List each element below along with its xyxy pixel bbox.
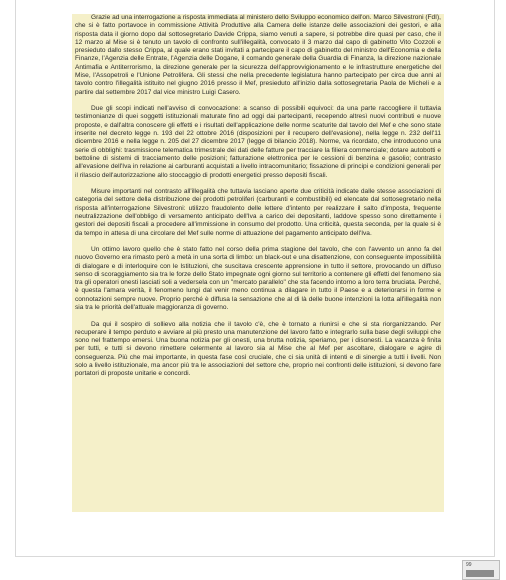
paragraph-5: Da qui il sospiro di sollievo alla notizia che il tavolo c'è, che è tornato a riunirsi e che si sta riorganizzando. Per recuperare il tempo perduto e avviare al più presto una manutenzione del lavoro fatto e integrarlo sulla base degli sviluppi che sono nel frattempo emersi. Una buona notizia per gli onesti, una brutta notizia, speriamo, per i disonesti. La vacanza è finita per tutti, e tutti si devono rimettere celermente al lavoro sia al Mise che al Mef per ascoltare, dialogare e agire di conseguenza. Più che mai importante, in questa fase così cruciale, che ci sia unità di intenti e di sinergie a tutti i livelli. Non solo a livello istituzionale, ma ancor più tra le associazioni del settore che, proprio nei confronti delle istituzioni, si devono fare portatori di proposte unitarie e concordi.: [75, 320, 441, 378]
paragraph-2: Due gli scopi indicati nell'avviso di convocazione: a scanso di possibili equivoci: da una parte raccogliere il tuttavia testimonianze di quei soggetti istituzionali maturate fino ad oggi dai partecipanti, recependo altresì nuovi contributi e nuove proposte, e dall'altra conoscere gli effetti e i risultati dell'applicazione delle norme scaturite dal tavolo del Mef e che sono state inserite nel decreto legge n. 193 del 22 ottobre 2016 (disposizioni per il recupero dell'evasione), nella legge n. 232 dell'11 dicembre 2016 e nella legge n. 205 del 27 dicembre 2017 (legge di bilancio 2018). Norme, va ricordato, che introducono una serie di obblighi: trasmissione telematica trimestrale dei dati delle fatture per tracciare la filiera commerciale; dotare autobotti e bettoline di sistemi di tracciamento delle posizioni; fatturazione elettronica per le cessioni di benzina e gasolio; contrasto all'evasione dell'Iva in relazione ai carburanti acquistati a livello intracomunitario; fissazione di principi e condizioni generali per il rilascio dell'autorizzazione allo stoccaggio di prodotti energetici presso depositi fiscali.: [75, 105, 441, 179]
page-thumbnail-label: 99: [466, 562, 472, 568]
paragraph-4: Un ottimo lavoro quello che è stato fatto nel corso della prima stagione del tavolo, che con l'avvento un anno fa del nuovo Governo era rimasto però a metà in una sorta di limbo: un black-out e una disattenzione, con conseguente impossibilità di dialogare e di interloquire con le Istituzioni, che suscitava crescente apprensione in tutto il settore, provocando un diffuso senso di scoraggiamento sia tra le forze dello Stato impegnate ogni giorno sul territorio a contenere gli effetti del fenomeno sia tra gli operatori onesti lasciati soli a vedersela con un "mercato parallelo" che sta facendo intorno a loro terra bruciata. Perché, è questa l'amara verità, il fenomeno lungi dal venir meno continua a dilagare in tutto il Paese e a deteriorarsi in forme e connotazioni sempre nuove. Proprio perché è diffusa la sensazione che al di là delle buone intenzioni la lotta all'illegalità non sia tra le priorità dell'attuale maggioranza di governo.: [75, 245, 441, 312]
page-thumbnail-bar: [466, 570, 494, 577]
article-body: [75, 14, 441, 379]
page-thumbnail[interactable]: [462, 560, 500, 580]
paragraph-3: Misure importanti nel contrasto all'illegalità che tuttavia lasciano aperte due criticità indicate dalle stesse associazioni di categoria del settore della distribuzione dei prodotti petroliferi (carburanti e combustibili) ed elencate dal sottosegretario nella risposta all'interrogazione Silvestroni: utilizzo fraudolento delle lettere d'intento per realizzare il salto d'imposta, frequente neutralizzazione dell'obbligo di versamento anticipato dell'Iva a carico dei depositanti, laddove spesso sono direttamente i gestori dei depositi fiscali a procedere all'immissione in consumo del prodotto. Una criticità, questa seconda, per la quale si è da tempo in attesa di una circolare del Mef sulle norme di attuazione del pagamento anticipato dell'Iva.: [75, 188, 441, 237]
paragraph-1: Grazie ad una interrogazione a risposta immediata al ministero dello Sviluppo economico dell'on. Marco Silvestroni (FdI), che si è fatto portavoce in commissione Attività Produttive alla Camera delle istanze delle associazioni dei gestori, e alla risposta data il giorno dopo dal sottosegretario Davide Crippa, siamo venuti a sapere, si potrebbe dire quasi per caso, che il 12 marzo al Mise si è tenuto un tavolo di confronto sull'illegalità, convocato il 3 marzo dal capo di gabinetto Vito Cozzoli e presieduto dallo stesso Crippa, al quale erano stati invitati a partecipare il capo di gabinetto del ministro dell'Economia e della Finanze, l'Agenzia delle Entrate, l'Agenzia delle Dogane, il comando generale della Guardia di Finanza, la direzione nazionale Antimafia e Antiterrorismo, la direzione generale per la sicurezza dell'approvvigionamento e le infrastrutture energetiche del Mise, l'Assopetroli e l'Unione Petrolifera. Gli stessi che nella precedente legislatura hanno partecipato per circa due anni al tavolo contro l'illegalità istituito nel giugno 2016 presso il Mef, presieduto all'inizio dalla sottosegretaria Paola de Micheli e a partire dal settembre 2017 dal vice ministro Luigi Casero.: [75, 14, 441, 96]
